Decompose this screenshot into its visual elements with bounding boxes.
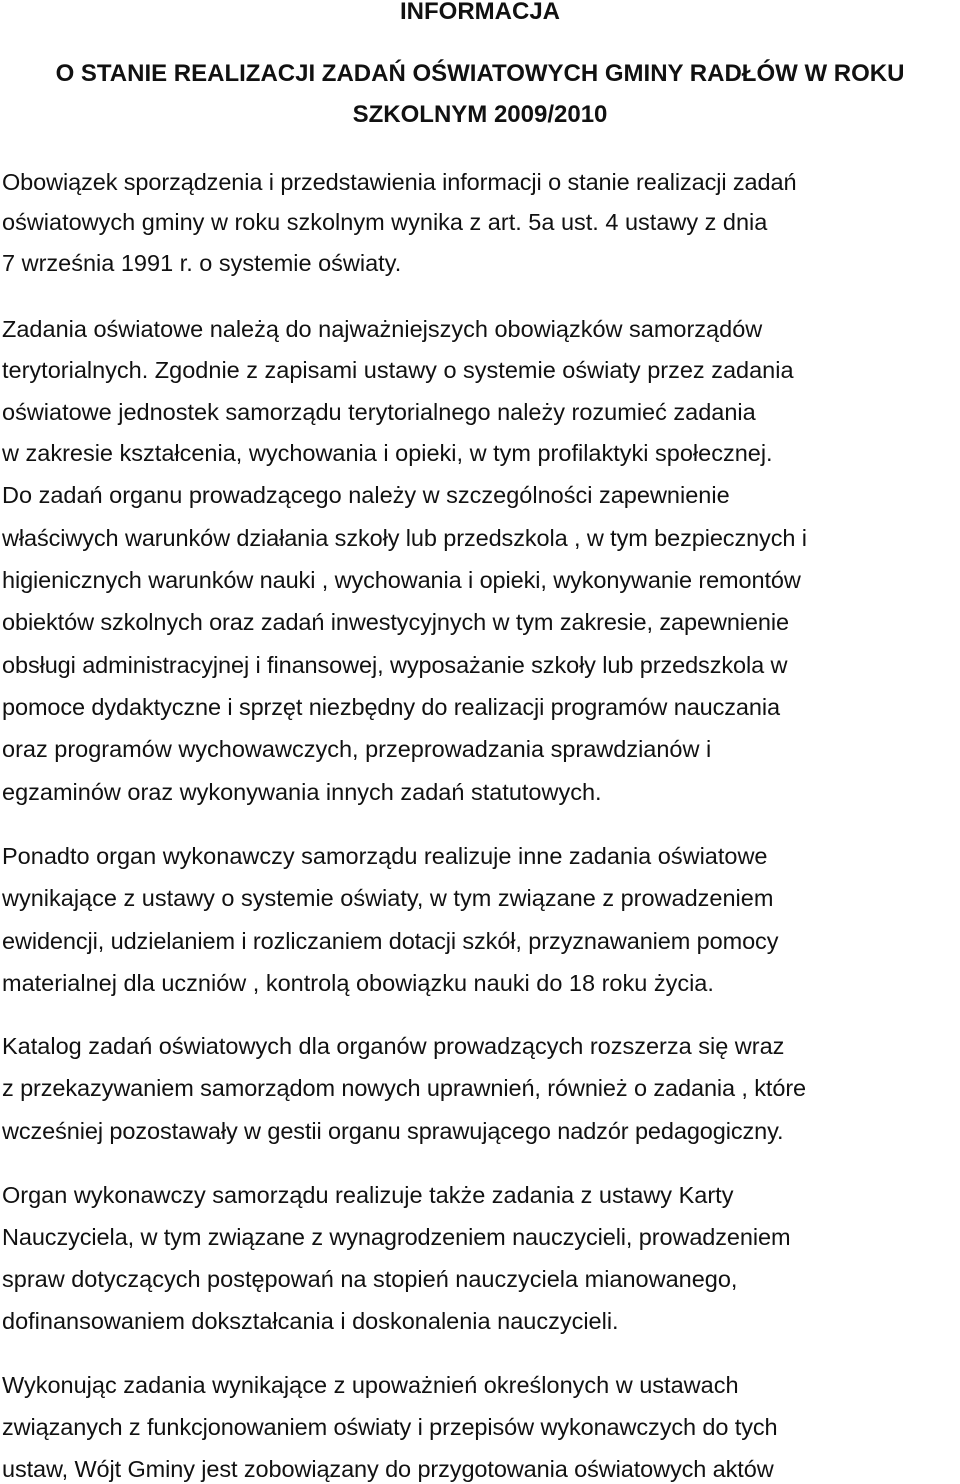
paragraph-6-line-2: związanych z funkcjonowaniem oświaty i przepisów wykonawczych do tych: [2, 1414, 778, 1440]
paragraph-4-line-2: z przekazywaniem samorządom nowych uprawnień, również o zadania , które: [2, 1075, 807, 1101]
paragraph-2-line-9: obsługi administracyjnej i finansowej, wyposażanie szkoły lub przedszkola w: [2, 652, 788, 678]
paragraph-2-line-3: oświatowe jednostek samorządu terytorialnego należy rozumieć zadania: [2, 399, 756, 425]
paragraph-5-line-2: Nauczyciela, w tym związane z wynagrodzeniem nauczycieli, prowadzeniem: [2, 1224, 791, 1250]
document-subtitle-line-2: SZKOLNYM 2009/2010: [352, 101, 608, 128]
paragraph-2-line-6: właściwych warunków działania szkoły lub przedszkola , w tym bezpiecznych i: [2, 525, 807, 551]
paragraph-1-line-3: 7 września 1991 r. o systemie oświaty.: [2, 250, 402, 276]
paragraph-3-line-3: ewidencji, udzielaniem i rozliczaniem dotacji szkół, przyznawaniem pomocy: [2, 928, 779, 954]
paragraph-4-line-1: Katalog zadań oświatowych dla organów prowadzących rozszerza się wraz: [2, 1033, 785, 1059]
paragraph-4-line-3: wcześniej pozostawały w gestii organu sprawującego nadzór pedagogiczny.: [2, 1118, 784, 1144]
paragraph-2-line-2: terytorialnych. Zgodnie z zapisami ustawy o systemie oświaty przez zadania: [2, 357, 794, 383]
paragraph-2-line-12: egzaminów oraz wykonywania innych zadań statutowych.: [2, 779, 602, 805]
paragraph-2-line-4: w zakresie kształcenia, wychowania i opieki, w tym profilaktyki społecznej.: [2, 440, 773, 466]
paragraph-6-line-1: Wykonując zadania wynikające z upoważnień określonych w ustawach: [2, 1372, 739, 1398]
paragraph-2-line-7: higienicznych warunków nauki , wychowania i opieki, wykonywanie remontów: [2, 567, 801, 593]
document-subtitle-line-1: O STANIE REALIZACJI ZADAŃ OŚWIATOWYCH GMINY RADŁÓW W ROKU: [55, 60, 905, 87]
paragraph-5-line-4: dofinansowaniem dokształcania i doskonalenia nauczycieli.: [2, 1308, 619, 1334]
paragraph-2-line-5: Do zadań organu prowadzącego należy w szczególności zapewnienie: [2, 482, 730, 508]
paragraph-1-line-2: oświatowych gminy w roku szkolnym wynika z art. 5a ust. 4 ustawy z dnia: [2, 209, 768, 235]
paragraph-3-line-1: Ponadto organ wykonawczy samorządu realizuje inne zadania oświatowe: [2, 843, 768, 869]
paragraph-5-line-1: Organ wykonawczy samorządu realizuje także zadania z ustawy Karty: [2, 1182, 734, 1208]
paragraph-2-line-11: oraz programów wychowawczych, przeprowadzania sprawdzianów i: [2, 736, 712, 762]
paragraph-5-line-3: spraw dotyczących postępowań na stopień nauczyciela mianowanego,: [2, 1266, 738, 1292]
paragraph-3-line-4: materialnej dla uczniów , kontrolą obowiązku nauki do 18 roku życia.: [2, 970, 714, 996]
paragraph-2-line-8: obiektów szkolnych oraz zadań inwestycyjnych w tym zakresie, zapewnienie: [2, 609, 789, 635]
paragraph-2-line-10: pomoce dydaktyczne i sprzęt niezbędny do realizacji programów nauczania: [2, 694, 780, 720]
document-title: INFORMACJA: [400, 0, 560, 25]
paragraph-2-line-1: Zadania oświatowe należą do najważniejszych obowiązków samorządów: [2, 316, 763, 342]
paragraph-1-line-1: Obowiązek sporządzenia i przedstawienia informacji o stanie realizacji zadań: [2, 169, 797, 195]
paragraph-3-line-2: wynikające z ustawy o systemie oświaty, w tym związane z prowadzeniem: [2, 885, 774, 911]
paragraph-6-line-3: ustaw, Wójt Gminy jest zobowiązany do przygotowania oświatowych aktów: [2, 1456, 774, 1482]
